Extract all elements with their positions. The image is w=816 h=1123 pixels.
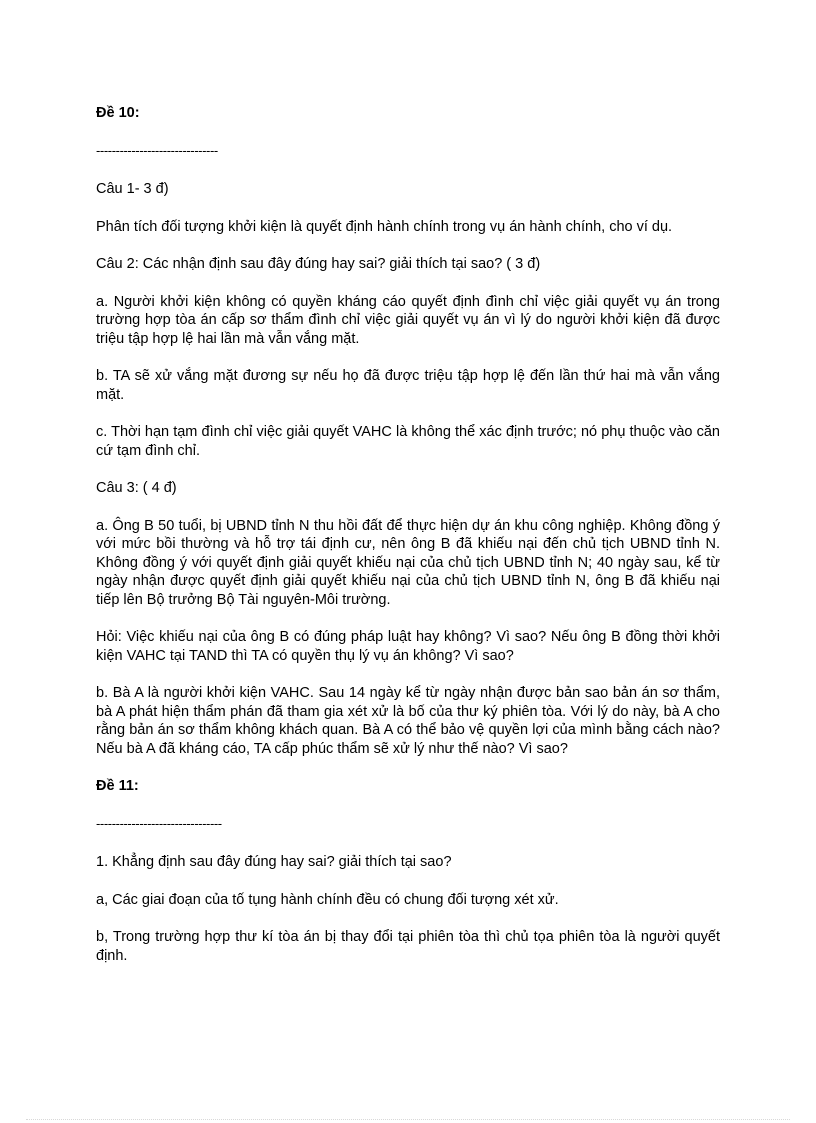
question-3-title: Câu 3: ( 4 đ) xyxy=(96,480,177,496)
question-3-item-b: b. Bà A là người khởi kiện VAHC. Sau 14 ngày kể từ ngày nhận được bản sao bản án sơ thẩm, bà A phát hiện thẩm phán đã tham gia xét xử là bố của thư ký phiên tòa. Với lý do này, bà A cho rằng bản án sơ thẩm không khách quan. Bà A có thể bảo vệ quyền lợi của mình bằng cách nào? Nếu bà A đã kháng cáo, TA cấp phúc thẩm sẽ xử lý như thế nào? Vì sao? xyxy=(96,685,720,757)
exam-11-question-1-item-b: b, Trong trường hợp thư kí tòa án bị thay đổi tại phiên tòa thì chủ tọa phiên tòa là người quyết định. xyxy=(96,929,720,964)
question-2-item-b: b. TA sẽ xử vắng mặt đương sự nếu họ đã được triệu tập hợp lệ đến lần thứ hai mà vẫn vắng mặt. xyxy=(96,368,720,403)
document-content xyxy=(96,104,720,984)
exam-10-heading: Đề 10: xyxy=(96,105,140,121)
question-2-title: Câu 2: Các nhận định sau đây đúng hay sai? giải thích tại sao? ( 3 đ) xyxy=(96,256,541,272)
question-2-item-a: a. Người khởi kiện không có quyền kháng cáo quyết định đình chỉ việc giải quyết vụ án trong trường hợp tòa án cấp sơ thẩm đình chỉ việc giải quyết vụ án vì lý do người khởi kiện đã được triệu tập hợp lệ hai lần mà vẫn vắng mặt. xyxy=(96,293,720,347)
question-1-title: Câu 1- 3 đ) xyxy=(96,181,169,197)
exam-11-heading: Đề 11: xyxy=(96,778,139,794)
separator-line: ------------------------------- xyxy=(96,143,218,158)
question-3-ask: Hỏi: Việc khiếu nại của ông B có đúng pháp luật hay không? Vì sao? Nếu ông B đồng thời khởi kiện VAHC tại TAND thì TA có quyền thụ lý vụ án không? Vì sao? xyxy=(96,629,720,664)
question-1-text: Phân tích đối tượng khởi kiện là quyết định hành chính trong vụ án hành chính, cho ví dụ. xyxy=(96,218,673,235)
exam-11-question-1-title: 1. Khẳng định sau đây đúng hay sai? giải thích tại sao? xyxy=(96,854,452,870)
question-2-item-c: c. Thời hạn tạm đình chỉ việc giải quyết VAHC là không thể xác định trước; nó phụ thuộc vào căn cứ tạm đình chỉ. xyxy=(96,424,720,459)
question-3-item-a: a. Ông B 50 tuổi, bị UBND tỉnh N thu hồi đất để thực hiện dự án khu công nghiệp. Không đồng ý với mức bồi thường và hỗ trợ tái định cư, nên ông B đã khiếu nại đến chủ tịch UBND tỉnh N. Không đồng ý với quyết định giải quyết khiếu nại của chủ tịch UBND tỉnh N; 40 ngày sau, kể từ ngày nhận được quyết định giải quyết khiếu nại của chủ tịch UBND tỉnh N, ông B đã khiếu nại tiếp lên Bộ trưởng Bộ Tài nguyên-Môi trường. xyxy=(96,517,720,608)
exam-11-question-1-item-a: a, Các giai đoạn của tố tụng hành chính đều có chung đối tượng xét xử. xyxy=(96,891,559,908)
separator-line: -------------------------------- xyxy=(96,816,222,831)
page-bottom-border xyxy=(26,1119,790,1120)
